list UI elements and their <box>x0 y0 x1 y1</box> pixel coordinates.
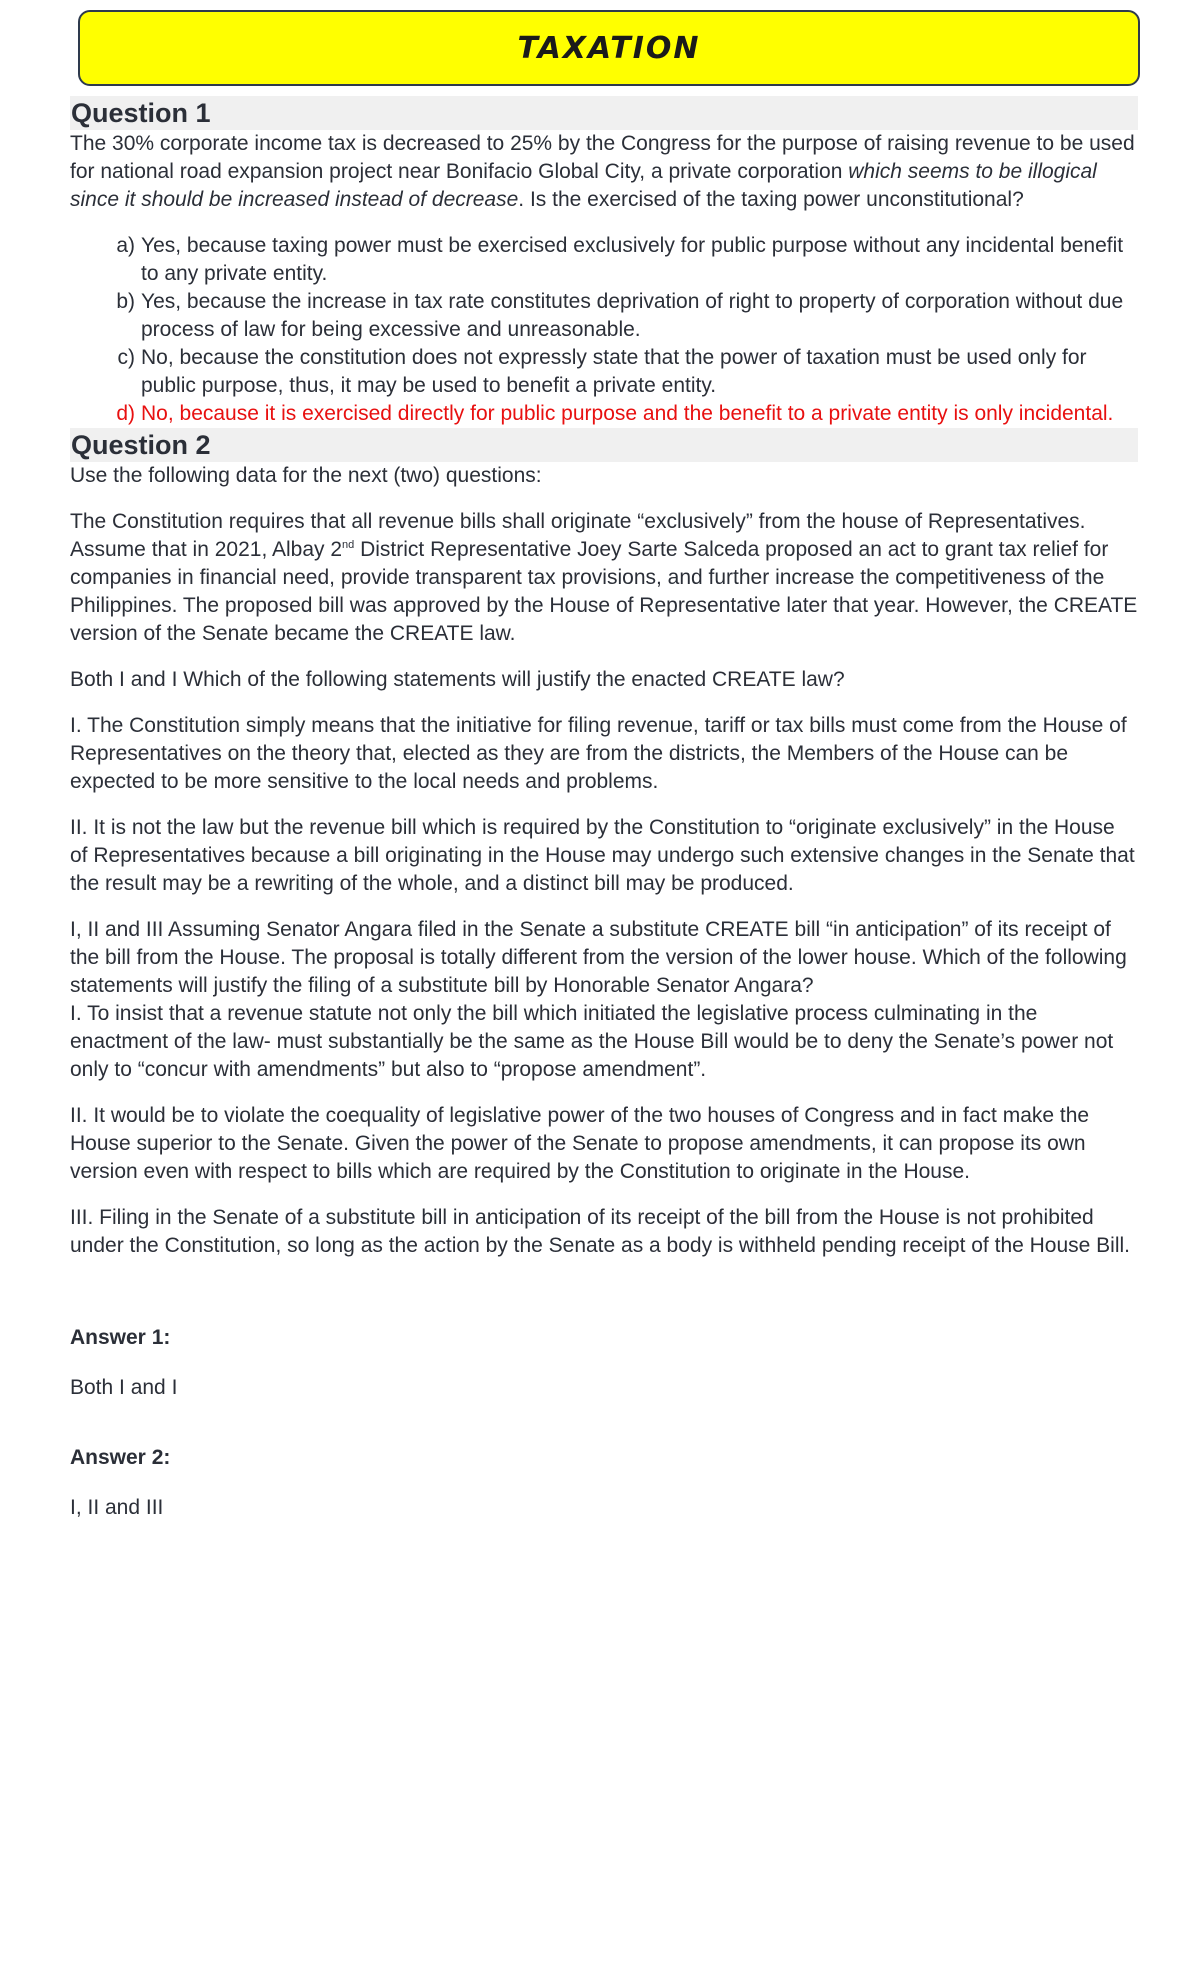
subquestion-1: Both I and I Which of the following statements will justify the enacted CREATE law? <box>70 668 845 691</box>
subquestion-2-statement-2: II. It would be to violate the coequality of legislative power of the two houses of Congress and in fact make the House superior to the Senate. Given the power of the Senate to propose amendments, it can propose its own version even with respect to bills which are required by the Constitution to originate in the House. <box>70 1104 1090 1183</box>
option-a-letter: a) <box>116 234 135 257</box>
option-a-text: Yes, because taxing power must be exercised exclusively for public purpose without any incidental benefit to any private entity. <box>141 234 1124 285</box>
option-d-letter: d) <box>116 402 135 425</box>
option-c-letter: c) <box>117 346 135 369</box>
question-2-heading: Question 2 <box>70 428 1138 462</box>
option-c <box>70 344 1138 400</box>
answer-2-value: I, II and III <box>70 1496 164 1519</box>
subquestion-1-statement-2: II. It is not the law but the revenue bill which is required by the Constitution to “originate exclusively” in the House of Representatives because a bill originating in the House may undergo such extensive changes in the Senate that the result may be a rewriting of the whole, and a distinct bill may be produced. <box>70 816 1135 895</box>
subquestion-2: I, II and III Assuming Senator Angara filed in the Senate a substitute CREATE bill “in anticipation” of its receipt of the bill from the House. The proposal is totally different from the version of the lower house. Which of the following statements will justify the filing of a substitute bill by Honorable Senator Angara? <box>70 918 1127 997</box>
question-1-stem <box>70 130 1138 214</box>
scenario-superscript: nd <box>342 539 355 551</box>
scenario-text-a: The Constitution requires that all revenue bills shall originate “exclusively” from the house of Representatives. Assume that in 2021, Albay 2 <box>70 510 1086 561</box>
subquestion-1-statement-1: I. The Constitution simply means that the initiative for filing revenue, tariff or tax bills must come from the House of Representatives on the theory that, elected as they are from the districts, the Members of the House can be expected to be more sensitive to the local needs and problems. <box>70 714 1127 793</box>
option-d-text: No, because it is exercised directly for public purpose and the benefit to a private entity is only incidental. <box>141 402 1114 425</box>
answer-2-label: Answer 2: <box>70 1446 171 1469</box>
subquestion-2-statement-1: I. To insist that a revenue statute not only the bill which initiated the legislative process culminating in the enactment of the law- must substantially be the same as the House Bill would be to deny the Senate’s power not only to “concur with amendments” but also to “propose amendment”. <box>70 1002 1114 1081</box>
page-title: TAXATION <box>517 30 701 66</box>
option-c-text: No, because the constitution does not expressly state that the power of taxation must be used only for public purpose, thus, it may be used to benefit a private entity. <box>141 346 1087 397</box>
answer-1-value: Both I and I <box>70 1376 178 1399</box>
question-1-stem-italic: which seems to be illogical since it should be increased instead of decrease <box>70 160 1097 211</box>
subquestion-2-statement-3: III. Filing in the Senate of a substitute bill in anticipation of its receipt of the bill from the House is not prohibited under the Constitution, so long as the action by the Senate as a body is withheld pending receipt of the House Bill. <box>70 1206 1131 1257</box>
question-1-options <box>70 232 1138 428</box>
question-1-heading: Question 1 <box>70 96 1138 130</box>
scenario-text-b: District Representative Joey Sarte Salceda proposed an act to grant tax relief for companies in financial need, provide transparent tax provisions, and further increase the competitiveness of the Philippines. The proposed bill was approved by the House of Representative later that year. However, the CREATE version of the Senate became the CREATE law. <box>70 538 1138 645</box>
question-2-scenario <box>70 508 1138 648</box>
option-b-letter: b) <box>116 290 135 313</box>
option-b <box>70 288 1138 344</box>
option-a <box>70 232 1138 288</box>
option-b-text: Yes, because the increase in tax rate constitutes deprivation of right to property of corporation without due process of law for being excessive and unreasonable. <box>141 290 1124 341</box>
document-body <box>70 96 1138 1564</box>
option-d <box>70 400 1138 428</box>
title-banner <box>78 10 1140 86</box>
question-1-stem-text: The 30% corporate income tax is decreased to 25% by the Congress for the purpose of raising revenue to be used for national road expansion project near Bonifacio Global City, a private corporation <box>70 132 1135 183</box>
question-1-stem-end: . Is the exercised of the taxing power unconstitutional? <box>518 188 1024 211</box>
answer-1-label: Answer 1: <box>70 1326 171 1349</box>
question-2-intro: Use the following data for the next (two) questions: <box>70 464 542 487</box>
